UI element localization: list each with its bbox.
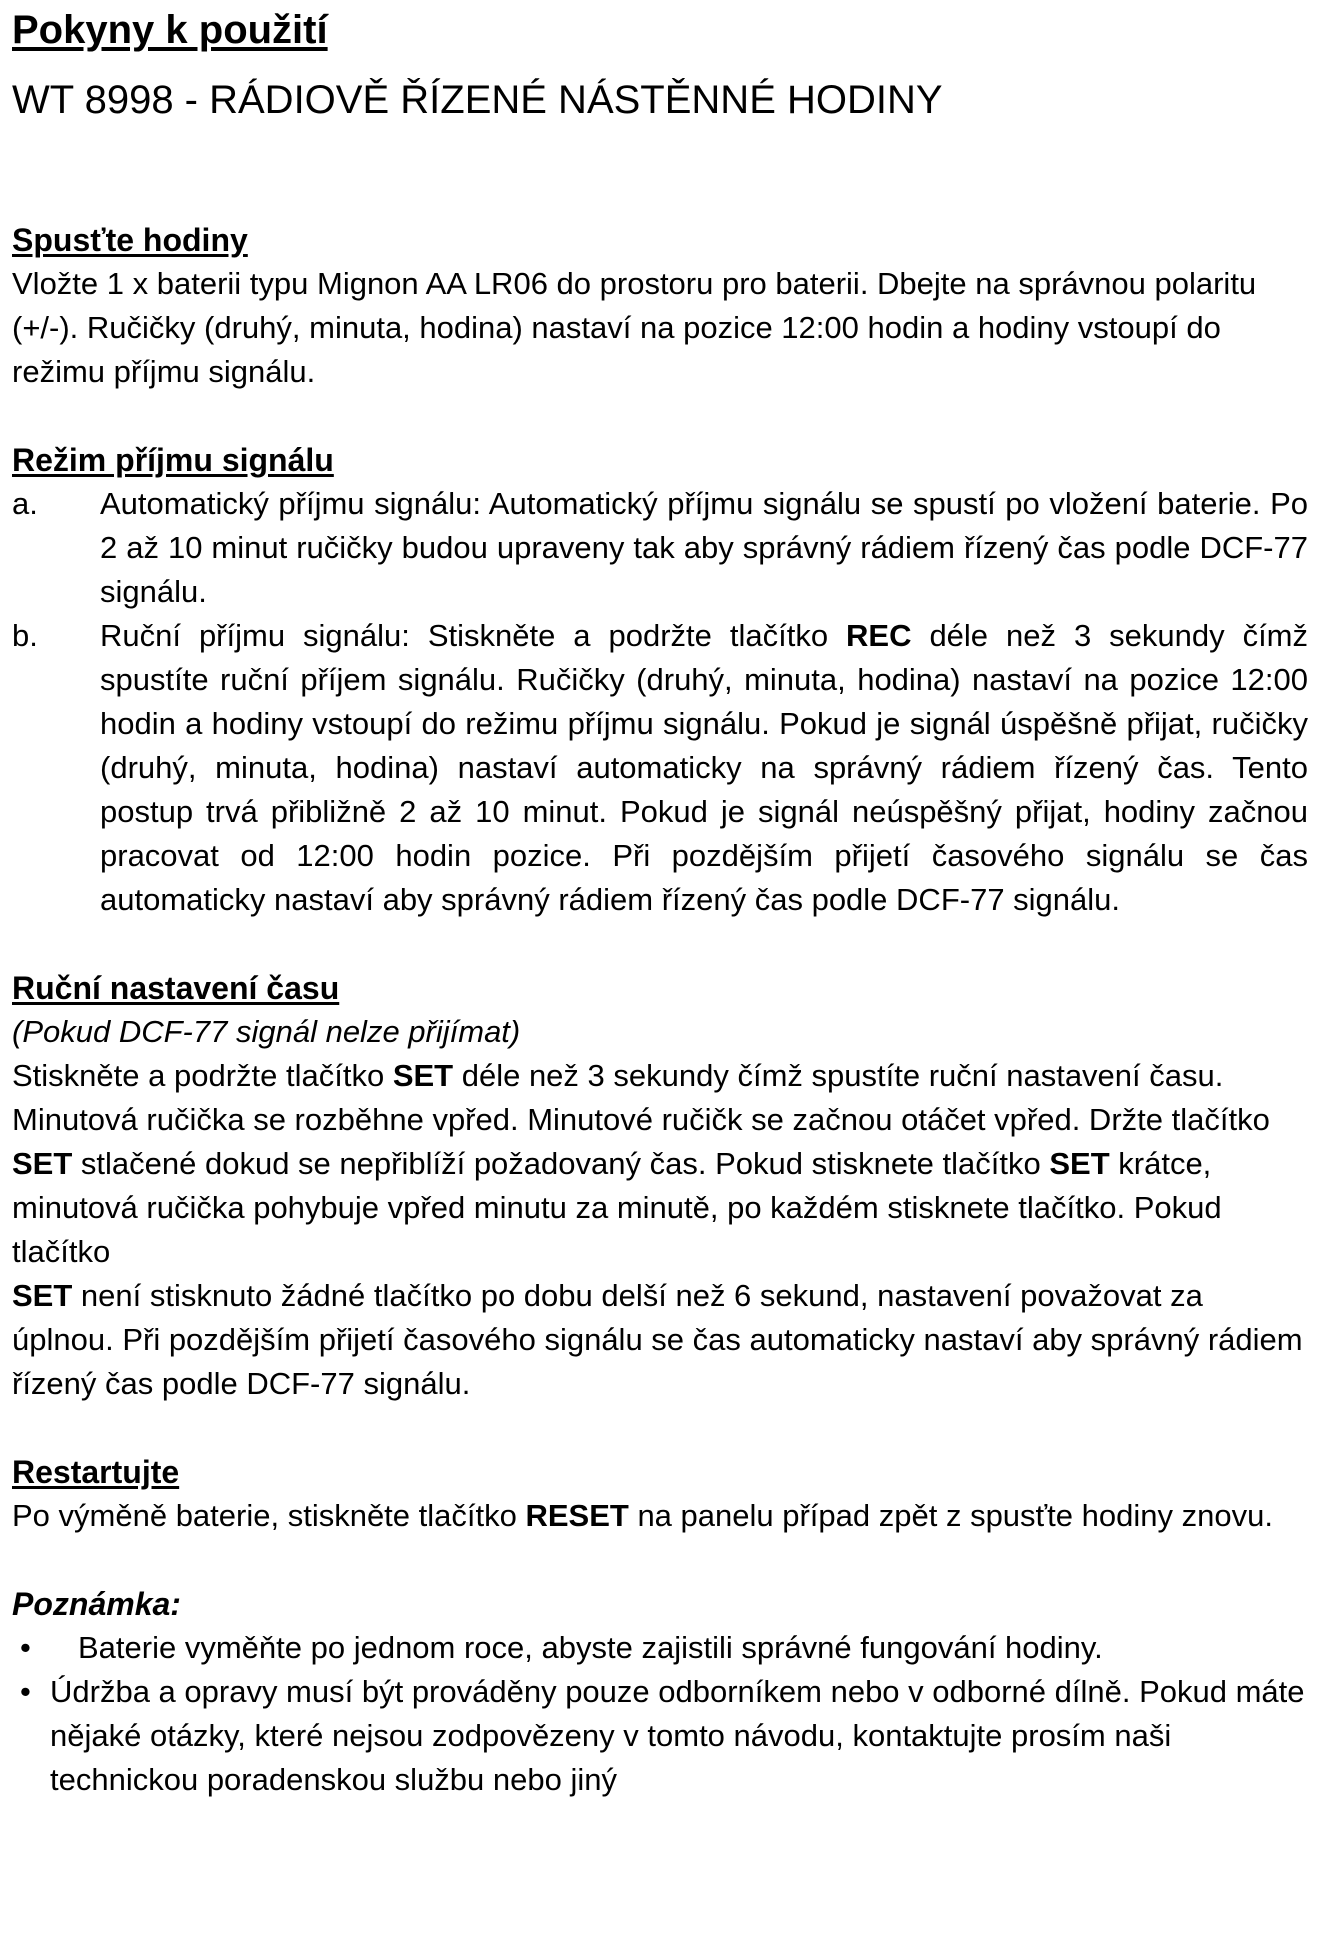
text-run: není stisknuto žádné tlačítko po dobu delší než 6 sekund, nastavení považovat za úplnou. Při pozdějším přijetí časového signálu se čas automaticky nastaví aby správný rádiem řízený čas podle DCF-77 signálu. xyxy=(12,1278,1303,1401)
manual-paragraph xyxy=(12,1054,1308,1406)
start-paragraph: Vložte 1 x baterii typu Mignon AA LR06 do prostoru pro baterii. Dbejte na správnou polaritu (+/-). Ručičky (druhý, minuta, hodina) nastaví na pozice 12:00 hodin a hodiny vstoupí do režimu příjmu signálu. xyxy=(12,266,1257,389)
text-run: Stiskněte a podržte tlačítko xyxy=(12,1058,393,1093)
text-run: na panelu případ zpět z spusťte hodiny znovu. xyxy=(628,1498,1273,1533)
section-heading-signal: Režim příjmu signálu xyxy=(12,442,334,478)
section-start xyxy=(12,218,1308,394)
signal-list xyxy=(12,482,1308,922)
text-run: krátce, minutová ručička pohybuje vpřed minutu za minutě, po každém stisknete tlačítko. Pokud tlačítko xyxy=(12,1146,1222,1269)
restart-paragraph xyxy=(12,1494,1308,1538)
section-heading-restart: Restartujte xyxy=(12,1454,180,1490)
text-run: stlačené dokud se nepřiblíží požadovaný čas. Pokud stisknete tlačítko xyxy=(72,1146,1050,1181)
list-item xyxy=(12,482,1308,614)
manual-note: (Pokud DCF-77 signál nelze přijímat) xyxy=(12,1014,521,1049)
section-note xyxy=(12,1582,1308,1802)
list-item-label: b. xyxy=(12,618,38,653)
key-set: SET xyxy=(12,1146,73,1181)
section-heading-manual: Ruční nastavení času xyxy=(12,970,340,1006)
text-run: Po výměně baterie, stiskněte tlačítko xyxy=(12,1498,526,1533)
key-rec: REC xyxy=(846,618,912,653)
list-item xyxy=(12,1670,1308,1802)
text-run: Ruční příjmu signálu: Stiskněte a podržte tlačítko xyxy=(100,618,847,653)
bullet-icon: • xyxy=(20,1674,31,1709)
key-set: SET xyxy=(12,1278,73,1313)
list-item-text: Údržba a opravy musí být prováděny pouze odborníkem nebo v odborné dílně. Pokud máte nějaké otázky, které nejsou zodpovězeny v tomto návodu, kontaktujte prosím naši technickou poradenskou službu nebo jiný xyxy=(50,1674,1305,1797)
document-subtitle: WT 8998 - RÁDIOVĚ ŘÍZENÉ NÁSTĚNNÉ HODINY xyxy=(12,78,943,122)
section-restart xyxy=(12,1450,1308,1538)
list-item-label: a. xyxy=(12,486,38,521)
text-run: déle než 3 sekundy čímž spustíte ruční nastavení času. Minutová ručička se rozběhne vpřed. Minutové ručičk se začnou otáčet vpřed. Držte tlačítko xyxy=(12,1058,1270,1137)
bullet-icon: • xyxy=(20,1630,31,1665)
note-list xyxy=(12,1626,1308,1802)
section-signal xyxy=(12,438,1308,922)
section-heading-start: Spusťte hodiny xyxy=(12,222,248,258)
list-item-text: Automatický příjmu signálu: Automatický příjmu signálu se spustí po vložení baterie. Po 2 až 10 minut ručičky budou upraveny tak aby správný rádiem řízený čas podle DCF-77 signálu. xyxy=(100,486,1308,609)
text-run: déle než 3 sekundy čímž spustíte ruční příjem signálu. Ručičky (druhý, minuta, hodina) nastaví na pozice 12:00 hodin a hodiny vstoupí do režimu příjmu signálu. Pokud je signál úspěšně přijat, ručičky (druhý, minuta, hodina) nastaví automaticky na správný rádiem řízený čas. Tento postup trvá přibližně 2 až 10 minut. Pokud je signál neúspěšný přijat, hodiny začnou pracovat od 12:00 hodin pozice. Při pozdějším přijetí časového signálu se čas automaticky nastaví aby správný rádiem řízený čas podle DCF-77 signálu. xyxy=(100,618,1309,917)
list-item xyxy=(12,1626,1308,1670)
list-item-text: Baterie vyměňte po jednom roce, abyste zajistili správné fungování hodiny. xyxy=(78,1630,1103,1665)
list-item-text xyxy=(100,614,1308,922)
key-set: SET xyxy=(1049,1146,1110,1181)
document-title: Pokyny k použití xyxy=(12,8,328,52)
key-set: SET xyxy=(392,1058,454,1093)
list-item xyxy=(12,614,1308,922)
section-manual xyxy=(12,966,1308,1406)
note-heading: Poznámka: xyxy=(12,1586,181,1622)
key-reset: RESET xyxy=(525,1498,629,1533)
